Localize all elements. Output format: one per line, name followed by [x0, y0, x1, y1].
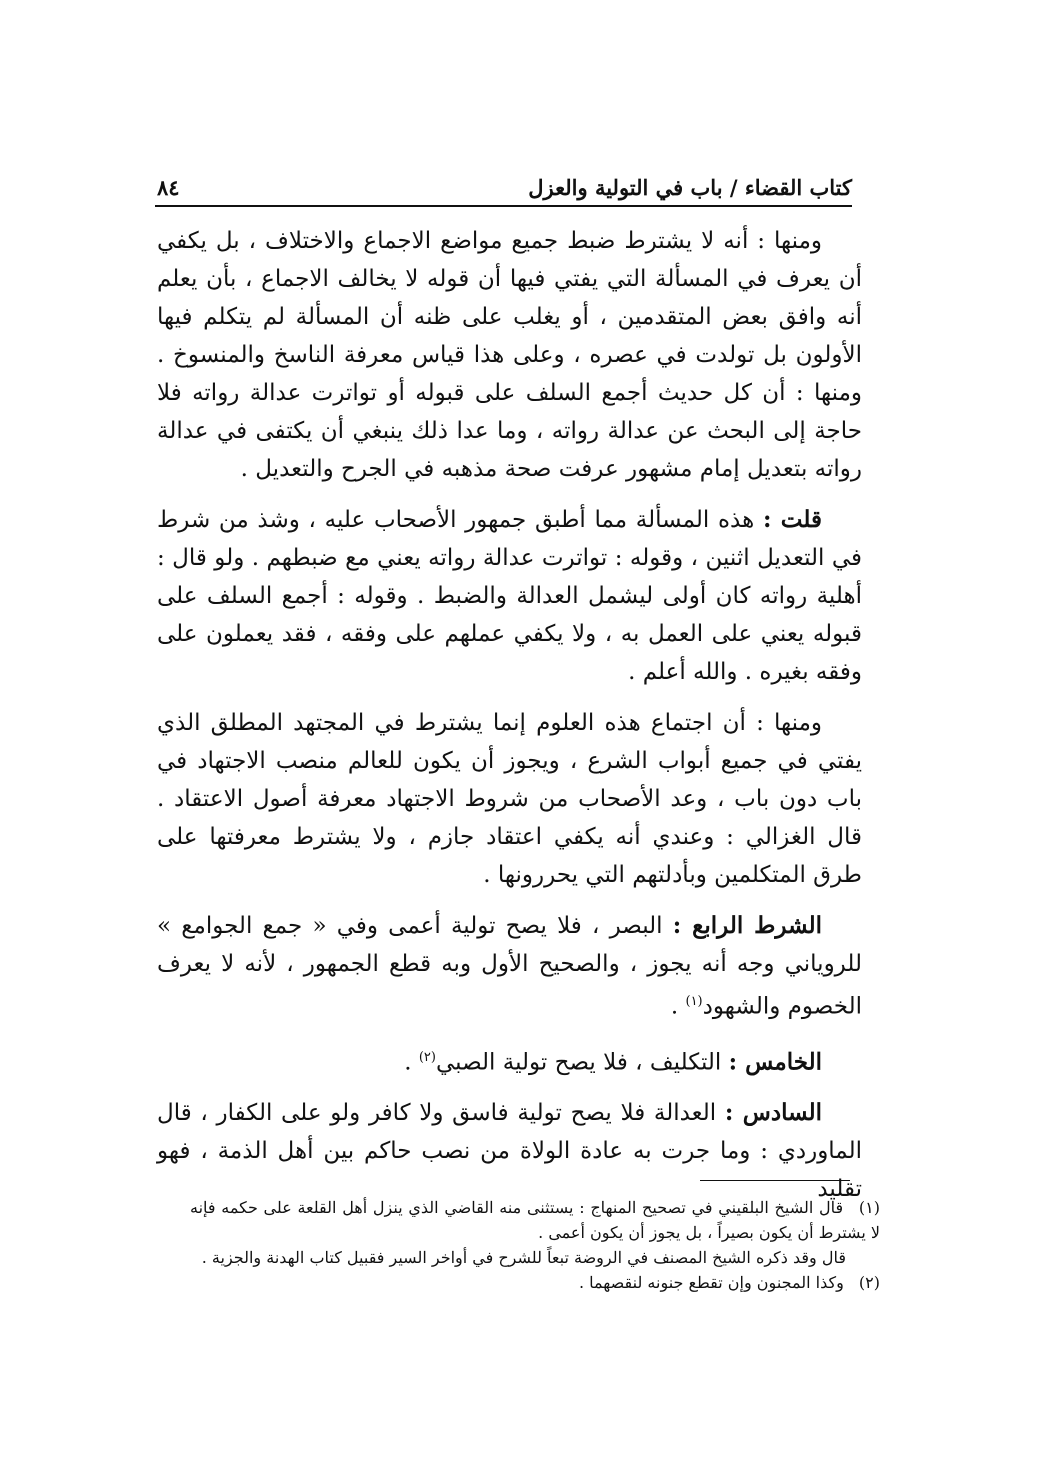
page-number: ٨٤ [157, 175, 180, 200]
footnotes [190, 1195, 880, 1295]
footnote-ref-1[interactable]: (١) [685, 994, 703, 1009]
paragraph-6 [157, 1094, 862, 1208]
paragraph-4-text: البصر ، فلا يصح تولية أعمى وفي « جمع الجوامع » للروياني وجه أنه يجوز ، والصحيح الأول وبه قطع الجمهور ، لأنه لا يعرف الخصوم والشهود [157, 913, 862, 1020]
paragraph-3-text: ومنها : أن اجتماع هذه العلوم إنما يشترط في المجتهد المطلق الذي يفتي في جميع أبواب الشرع ، ويجوز أن يكون للعالم منصب الاجتهاد في باب دون باب ، وعد الأصحاب من شروط الاجتهاد معرفة أصول الاعتقاد . قال الغزالي : وعندي أنه يكفي اعتقاد جازم ، ولا يشترط معرفتها على طرق المتكلمين وبأدلتهم التي يحررونها . [157, 710, 862, 888]
paragraph-2-text: هذه المسألة مما أطبق جمهور الأصحاب عليه ، وشذ من شرط في التعديل اثنين ، وقوله : تواترت عدالة رواته يعني مع ضبطهم . ولو قال : أهلية رواته كان أولى ليشمل العدالة والضبط . وقوله : أجمع السلف على قبوله يعني على العمل به ، ولا يكفي عملهم على وفقه ، فقد يعملون على وفقه بغيره . والله أعلم . [157, 507, 862, 685]
footnote-1-continuation-text: قال وقد ذكره الشيخ المصنف في الروضة تبعاً للشرح في أواخر السير فقبيل كتاب الهدنة والجزية . [201, 1248, 846, 1267]
paragraph-4-end: . [670, 993, 686, 1020]
main-text [157, 222, 862, 1221]
footnote-2 [190, 1270, 880, 1295]
paragraph-1 [157, 222, 862, 488]
paragraph-5 [157, 1039, 862, 1082]
paragraph-2 [157, 501, 862, 691]
footnote-1-continuation [190, 1245, 880, 1270]
paragraph-4 [157, 907, 862, 1026]
footnote-1-number: (١) [858, 1198, 880, 1217]
footnote-1-text: قال الشيخ البلقيني في تصحيح المنهاج : يستثنى منه القاضي الذي ينزل أهل القلعة على حكمه فإنه لا يشترط أن يكون بصيراً ، بل يجوز أن يكون أعمى . [190, 1198, 880, 1242]
footnote-ref-2[interactable]: (٢) [418, 1049, 436, 1065]
paragraph-6-text: العدالة فلا يصح تولية فاسق ولا كافر ولو على الكفار ، قال الماوردي : وما جرت به عادة الولاة من نصب حاكم بين أهل الذمة ، فهو تقليد [157, 1100, 863, 1203]
paragraph-5-text: التكليف ، فلا يصح تولية الصبي [435, 1049, 722, 1076]
footnote-2-number: (٢) [858, 1273, 880, 1292]
footnote-1 [190, 1195, 880, 1245]
paragraph-3 [157, 704, 862, 894]
paragraph-6-lead: السادس : [724, 1099, 822, 1127]
header-rule [155, 205, 852, 207]
footnote-rule [700, 1180, 850, 1181]
footnote-2-text: وكذا المجنون وإن تقطع جنونه لنقصهما . [578, 1273, 844, 1292]
paragraph-5-end: . [404, 1049, 419, 1076]
paragraph-2-lead: قلت : [762, 506, 822, 533]
header-title: كتاب القضاء / باب في التولية والعزل [528, 175, 852, 200]
paragraph-4-lead: الشرط الرابع : [672, 912, 823, 939]
paragraph-5-lead: الخامس : [728, 1048, 822, 1076]
paragraph-1-text: ومنها : أنه لا يشترط ضبط جميع مواضع الاجماع والاختلاف ، بل يكفي أن يعرف في المسألة التي يفتي فيها أن قوله لا يخالف الاجماع ، بأن يعلم أنه وافق بعض المتقدمين ، أو يغلب على ظنه أن المسألة لم يتكلم فيها الأولون بل تولدت في عصره ، وعلى هذا قياس معرفة الناسخ والمنسوخ . ومنها : أن كل حديث أجمع السلف على قبوله أو تواترت عدالة رواته فلا حاجة إلى البحث عن عدالة رواته ، وما عدا ذلك ينبغي أن يكتفى في عدالة رواته بتعديل إمام مشهور عرفت صحة مذهبه في الجرح والتعديل . [157, 228, 862, 482]
running-header [157, 160, 852, 200]
